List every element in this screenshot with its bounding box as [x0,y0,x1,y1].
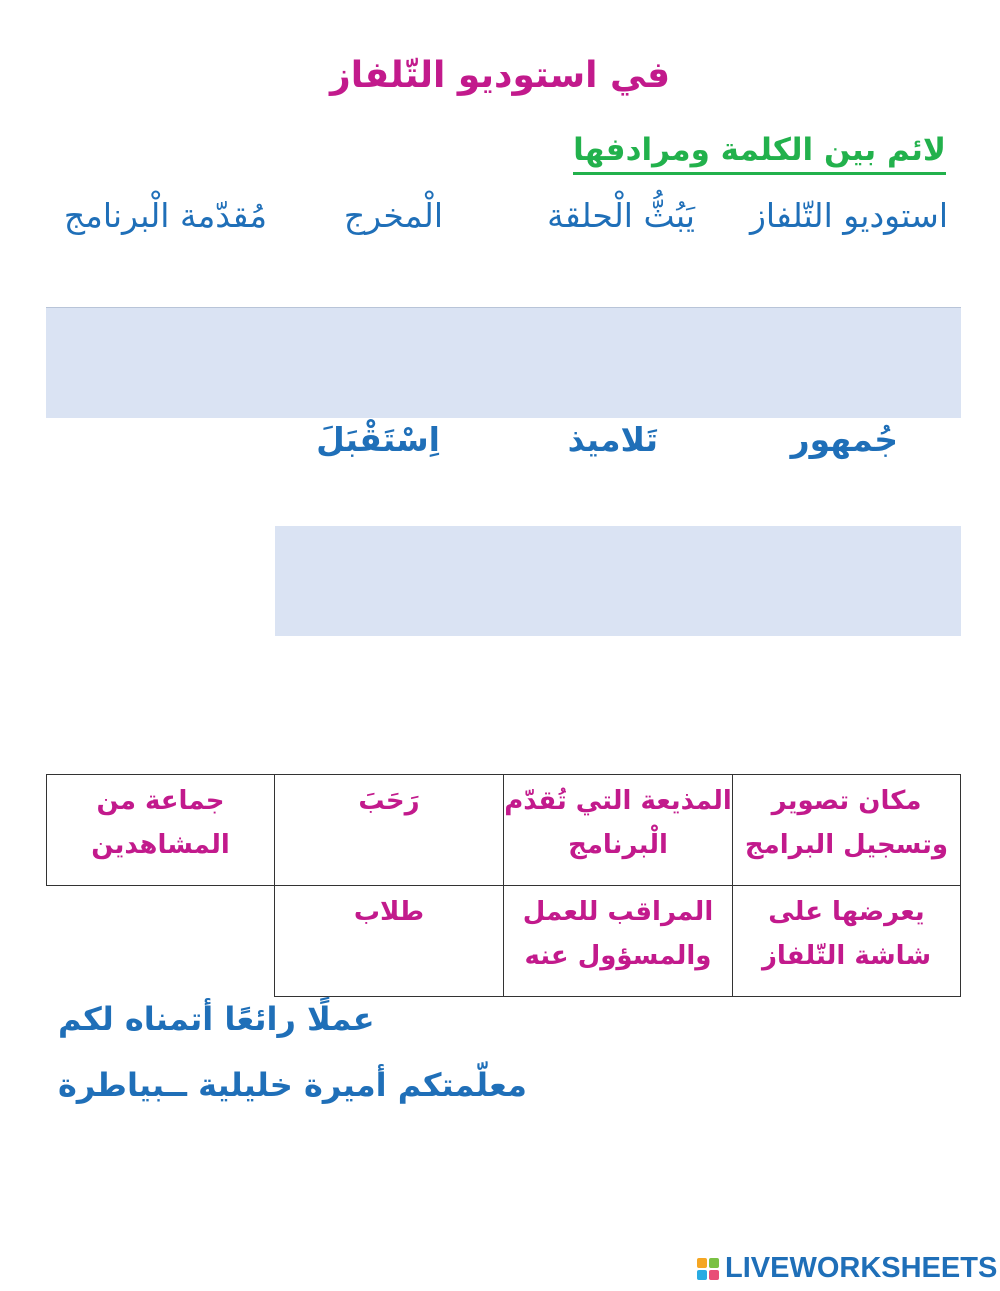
word-item[interactable]: مُقدّمة الْبرنامج [63,196,267,235]
liveworksheets-icon [697,1258,721,1282]
word-item[interactable]: يَبُثُّ الْحلقة [547,196,695,235]
drop-zone[interactable] [275,526,961,636]
brand-name: LIVEWORKSHEETS [725,1252,998,1284]
word-item[interactable]: استوديو التّلفاز [749,196,948,235]
word-item[interactable]: اِسْتَقْبَلَ [316,420,440,459]
table-cell: المراقب للعمل والمسؤول عنه [503,885,733,997]
table-cell: طلاب [274,885,504,997]
table-cell: رَحَبَ [274,774,504,886]
closing-message: عملًا رائعًا أتمناه لكم [58,1000,375,1038]
word-item[interactable]: تَلاميذ [567,420,658,459]
table-cell: جماعة من المشاهدين [46,774,275,886]
word-item[interactable]: جُمهور [790,420,898,459]
table-cell: مكان تصوير وتسجيل البرامج [732,774,961,886]
instruction-heading: لائم بين الكلمة ومرادفها [573,128,946,175]
table-cell: المذيعة التي تُقدّم الْبرنامج [503,774,733,886]
word-item[interactable]: الْمخرج [343,196,443,235]
page-title: في استوديو التّلفاز [329,55,671,96]
teacher-signature: معلّمتكم أميرة خليلية ــبياطرة [58,1066,527,1104]
drop-zone[interactable] [46,307,961,418]
table-cell: يعرضها على شاشة التّلفاز [732,885,961,997]
